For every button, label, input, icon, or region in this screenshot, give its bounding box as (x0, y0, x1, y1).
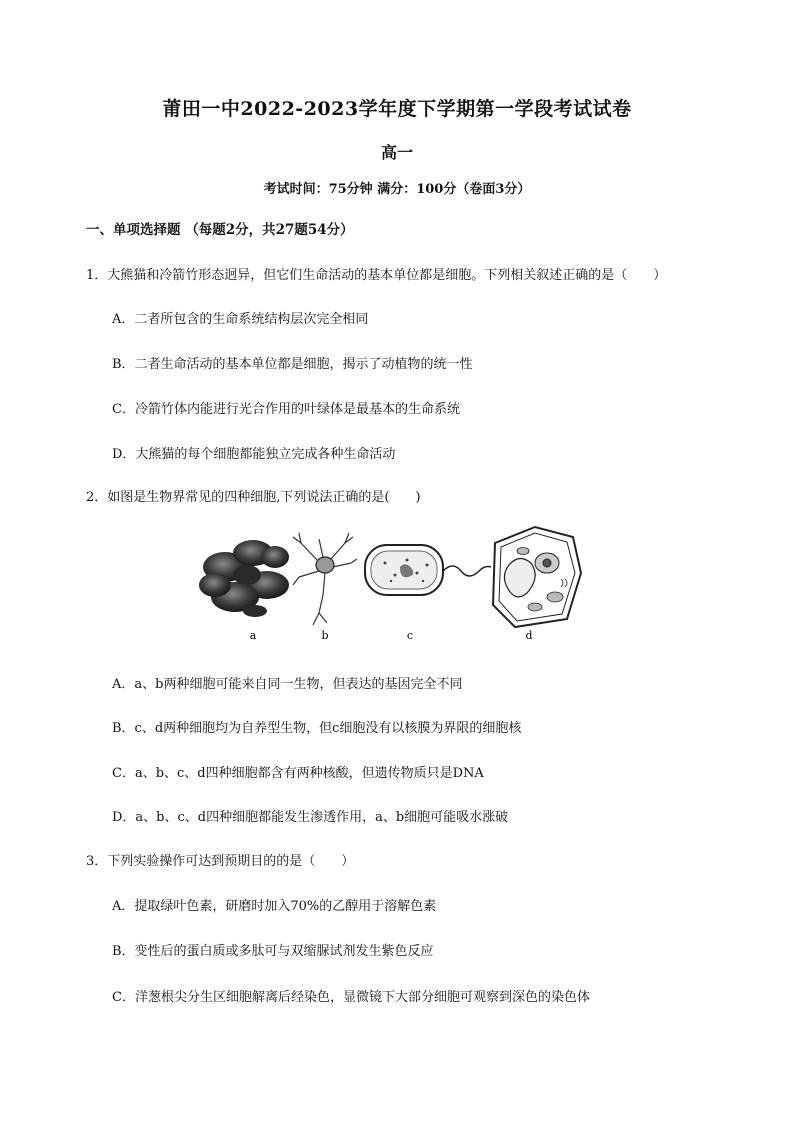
question-2-option-b: B．c、d两种细胞均为自养型生物，但c细胞没有以核膜为界限的细胞核 (112, 721, 522, 736)
neuron-image (293, 533, 357, 625)
figure-label-a: a (249, 629, 257, 642)
question-1-option-c: C．冷箭竹体内能进行光合作用的叶绿体是最基本的生命系统 (112, 402, 460, 417)
question-1-option-a: A．二者所包含的生命系统结构层次完全相同 (112, 312, 369, 327)
question-1-option-b: B．二者生命活动的基本单位都是细胞，揭示了动植物的统一性 (112, 357, 473, 372)
figure-label-c: c (406, 629, 414, 642)
question-3-option-b: B．变性后的蛋白质或多肽可与双缩脲试剂发生紫色反应 (112, 944, 434, 959)
question-1-stem: 1．大熊猫和冷箭竹形态迥异，但它们生命活动的基本单位都是细胞。下列相关叙述正确的是（ ） (86, 268, 667, 283)
section-heading: 一、单项选择题 （每题2分，共27题54分） (86, 222, 354, 238)
figure-label-b: b (321, 629, 329, 642)
question-3-stem: 3．下列实验操作可达到预期目的的是（ ） (86, 854, 355, 869)
question-2-stem: 2．如图是生物界常见的四种细胞,下列说法正确的是( ) (86, 490, 421, 505)
question-2-option-c: C．a、b、c、d四种细胞都含有两种核酸，但遗传物质只是DNA (112, 766, 484, 781)
cell-figure (195, 515, 595, 650)
question-2-option-a: A．a、b两种细胞可能来自同一生物，但表达的基因完全不同 (112, 677, 463, 692)
red-blood-cells-image (199, 540, 289, 617)
plant-cell-image (493, 527, 581, 627)
question-3-option-c: C．洋葱根尖分生区细胞解离后经染色，显微镜下大部分细胞可观察到深色的染色体 (112, 990, 590, 1005)
grade-label: 高一 (380, 143, 413, 162)
figure-label-d: d (525, 629, 533, 642)
question-3-option-a: A．提取绿叶色素，研磨时加入70%的乙醇用于溶解色素 (112, 899, 437, 914)
question-2-option-d: D．a、b、c、d四种细胞都能发生渗透作用，a、b细胞可能吸水涨破 (112, 810, 509, 825)
exam-meta: 考试时间：75分钟 满分：100分（卷面3分） (263, 182, 531, 197)
bacterium-image (365, 545, 491, 595)
exam-title: 莆田一中2022-2023学年度下学期第一学段考试试卷 (162, 98, 632, 120)
question-1-option-d: D．大熊猫的每个细胞都能独立完成各种生命活动 (112, 447, 396, 462)
